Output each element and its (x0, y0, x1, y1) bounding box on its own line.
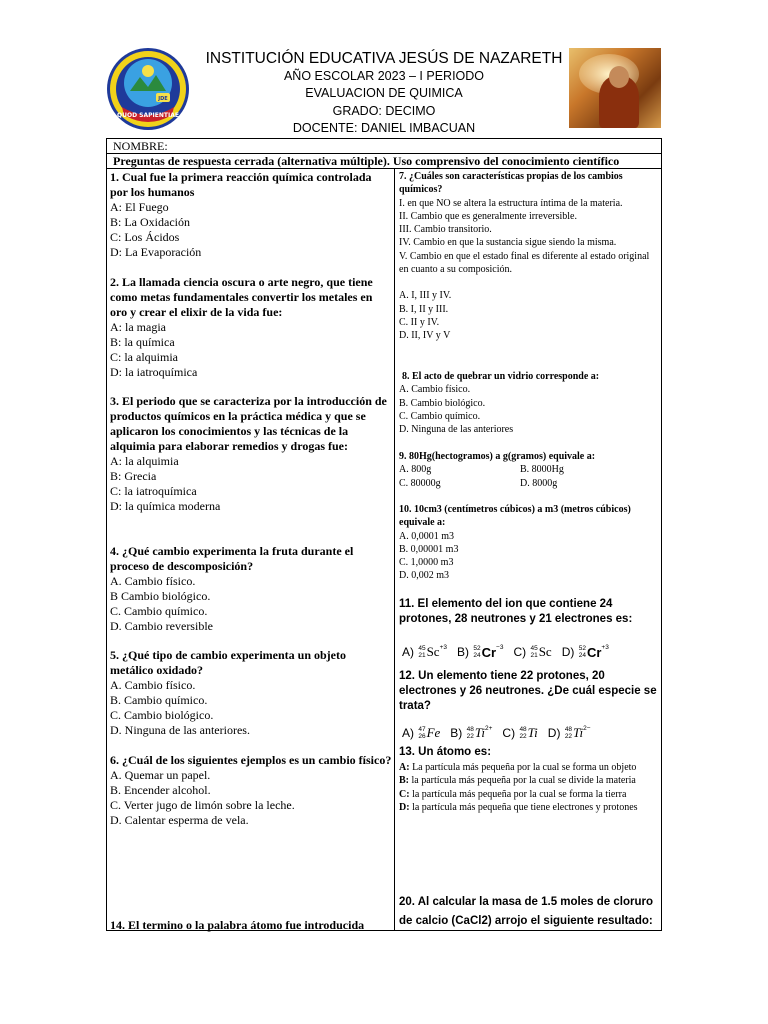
column-divider (394, 169, 395, 930)
option-d: D) 48 22 Ti 2− (547, 724, 591, 740)
question-12-options (402, 725, 601, 741)
header-image (569, 48, 661, 128)
option: B: la química (110, 335, 175, 349)
question-title: 2. La llamada ciencia oscura o arte negro, que tiene como metas fundamentales convertir los metales en oro y crear el elixir de la vida fue: (110, 275, 373, 319)
option: B. 0,00001 m3 (399, 543, 459, 555)
option: A. 0,0001 m3 (399, 530, 454, 542)
option: C. Cambio químico. (399, 410, 481, 422)
option-c: C) 48 22 Ti (502, 725, 538, 740)
question-14 (110, 918, 392, 933)
statement: IV. Cambio en que la sustancia sigue siendo la misma. (399, 237, 617, 249)
option-b: B) 52 24 Cr −3 (457, 643, 504, 660)
question-6 (110, 753, 392, 828)
option: B. Encender alcohol. (110, 783, 211, 797)
option: D. Ninguna de las anteriores. (110, 723, 250, 737)
option: C: la iatroquímica (110, 484, 197, 498)
question-1 (110, 170, 392, 260)
option: B. Cambio químico. (110, 693, 208, 707)
question-title: 6. ¿Cuál de los siguientes ejemplos es un cambio físico? (110, 753, 392, 767)
school-year: AÑO ESCOLAR 2023 – I PERIODO (283, 69, 485, 83)
option: D: la iatroquímica (110, 365, 198, 379)
question-20 (399, 893, 659, 931)
question-title: 14. El termino o la palabra átomo fue introducida (110, 918, 365, 932)
option: B: la partícula más pequeña por la cual se divide la materia (399, 775, 636, 787)
option: D. Calentar esperma de vela. (110, 813, 249, 827)
question-title: 13. Un átomo es: (399, 746, 492, 758)
grade-label: GRADO: DECIMO (332, 104, 436, 118)
question-title: 5. ¿Qué tipo de cambio experimenta un objeto metálico oxidado? (110, 648, 346, 677)
option: A. 800g (399, 464, 432, 476)
option: A. Cambio físico. (110, 678, 196, 692)
option: B. I, II y III. (399, 303, 449, 315)
question-3 (110, 394, 392, 514)
question-title: 12. Un elemento tiene 22 protones, 20 electrones y 26 neutrones. ¿De cuál especie se trata? (399, 670, 657, 713)
option: B: La Oxidación (110, 215, 190, 229)
option: D: la química moderna (110, 499, 221, 513)
question-title: 8. El acto de quebrar un vidrio corresponde a: (402, 371, 600, 382)
question-13-title (399, 745, 659, 760)
question-7 (399, 170, 659, 343)
question-title: 11. El elemento del ion que contiene 24 protones, 28 neutrones y 21 electrones es: (399, 598, 633, 626)
option: C. Verter jugo de limón sobre la leche. (110, 798, 295, 812)
teacher-label: DOCENTE: DANIEL IMBACUAN (292, 121, 476, 135)
option: B. Cambio biológico. (399, 397, 486, 409)
question-title: 3. El periodo que se caracteriza por la introducción de productos químicos en la práctica médica y que se aplicaron los conocimientos y las técnicas de la alquimia para elaborar remedios y drogas fue: (110, 394, 387, 453)
option: D. 0,002 m3 (399, 570, 449, 582)
question-2 (110, 275, 392, 380)
institution-title: INSTITUCIÓN EDUCATIVA JESÚS DE NAZARETH (205, 50, 563, 67)
question-title: 9. 80Hg(hectogramos) a g(gramos) equivale a: (399, 451, 596, 462)
statement: II. Cambio que es generalmente irreversible. (399, 210, 577, 222)
question-11-options (402, 644, 619, 660)
option: C. Cambio biológico. (110, 708, 214, 722)
option: D. II, IV y V (399, 330, 451, 342)
option: C: Los Ácidos (110, 230, 180, 244)
option: A. Cambio físico. (110, 574, 196, 588)
question-11 (399, 597, 659, 627)
exam-header (0, 0, 768, 138)
option-a: A) 47 26 Fe (402, 725, 441, 740)
option: B. 8000Hg (520, 464, 564, 476)
option: D. 8000g (520, 477, 558, 489)
statement: I. en que NO se altera la estructura íntima de la materia. (399, 197, 623, 209)
option: A: la magia (110, 320, 166, 334)
option-a: A) 45 21 Sc +3 (402, 643, 447, 659)
option: D: La Evaporación (110, 245, 202, 259)
option: A. I, III y IV. (399, 290, 452, 302)
section-title: Preguntas de respuesta cerrada (alternativa múltiple). Uso comprensivo del conocimiento científico (107, 154, 661, 169)
question-title: 1. Cual fue la primera reacción química controlada por los humanos (110, 170, 372, 199)
logo-initials: JDE (158, 96, 168, 102)
option: D. Ninguna de las anteriores (399, 424, 514, 436)
exam-table (106, 138, 662, 931)
question-10 (399, 503, 659, 583)
option: A. Cambio físico. (399, 384, 471, 396)
question-title: 4. ¿Qué cambio experimenta la fruta durante el proceso de descomposición? (110, 544, 354, 573)
question-8 (399, 370, 659, 436)
option: B: Grecia (110, 469, 157, 483)
option: A: La partícula más pequeña por la cual se forma un objeto (399, 762, 637, 773)
exam-title: EVALUACION DE QUIMICA (305, 86, 463, 100)
question-title: 20. Al calcular la masa de 1.5 moles de cloruro de calcio (CaCl2) arrojo el siguiente resultado: (399, 896, 653, 927)
option: C. 80000g (399, 477, 441, 489)
statement: V. Cambio en que el estado final es diferente al estado original en cuanto a su composición. (399, 250, 650, 276)
option: C: la partícula más pequeña por la cual se forma la tierra (399, 788, 627, 800)
option: C: la alquimia (110, 350, 178, 364)
question-5 (110, 648, 392, 738)
option: A: la alquimia (110, 454, 179, 468)
question-title: 10. 10cm3 (centímetros cúbicos) a m3 (metros cúbicos) equivale a: (399, 504, 631, 529)
question-12 (399, 669, 659, 715)
option-c: C) 45 21 Sc (513, 644, 552, 659)
option-d: D) 52 24 Cr +3 (561, 643, 609, 660)
logo-motto: QUOD SAPIENTIAE (117, 112, 179, 119)
option-b: B) 48 22 Ti 2+ (450, 724, 493, 740)
option: A. Quemar un papel. (110, 768, 211, 782)
question-title: 7. ¿Cuáles son características propias de los cambios químicos? (399, 171, 623, 196)
option: D. Cambio reversible (110, 619, 213, 633)
question-13 (399, 761, 659, 814)
option: A: El Fuego (110, 200, 169, 214)
question-4 (110, 544, 392, 634)
option: C. II y IV. (399, 316, 440, 328)
option: D: la partícula más pequeña que tiene electrones y protones (399, 801, 638, 813)
name-field[interactable]: NOMBRE: (107, 139, 661, 154)
question-9 (399, 450, 659, 490)
option: B Cambio biológico. (110, 589, 211, 603)
statement: III. Cambio transitorio. (399, 224, 492, 236)
option: C. Cambio químico. (110, 604, 208, 618)
option: C. 1,0000 m3 (399, 557, 454, 569)
